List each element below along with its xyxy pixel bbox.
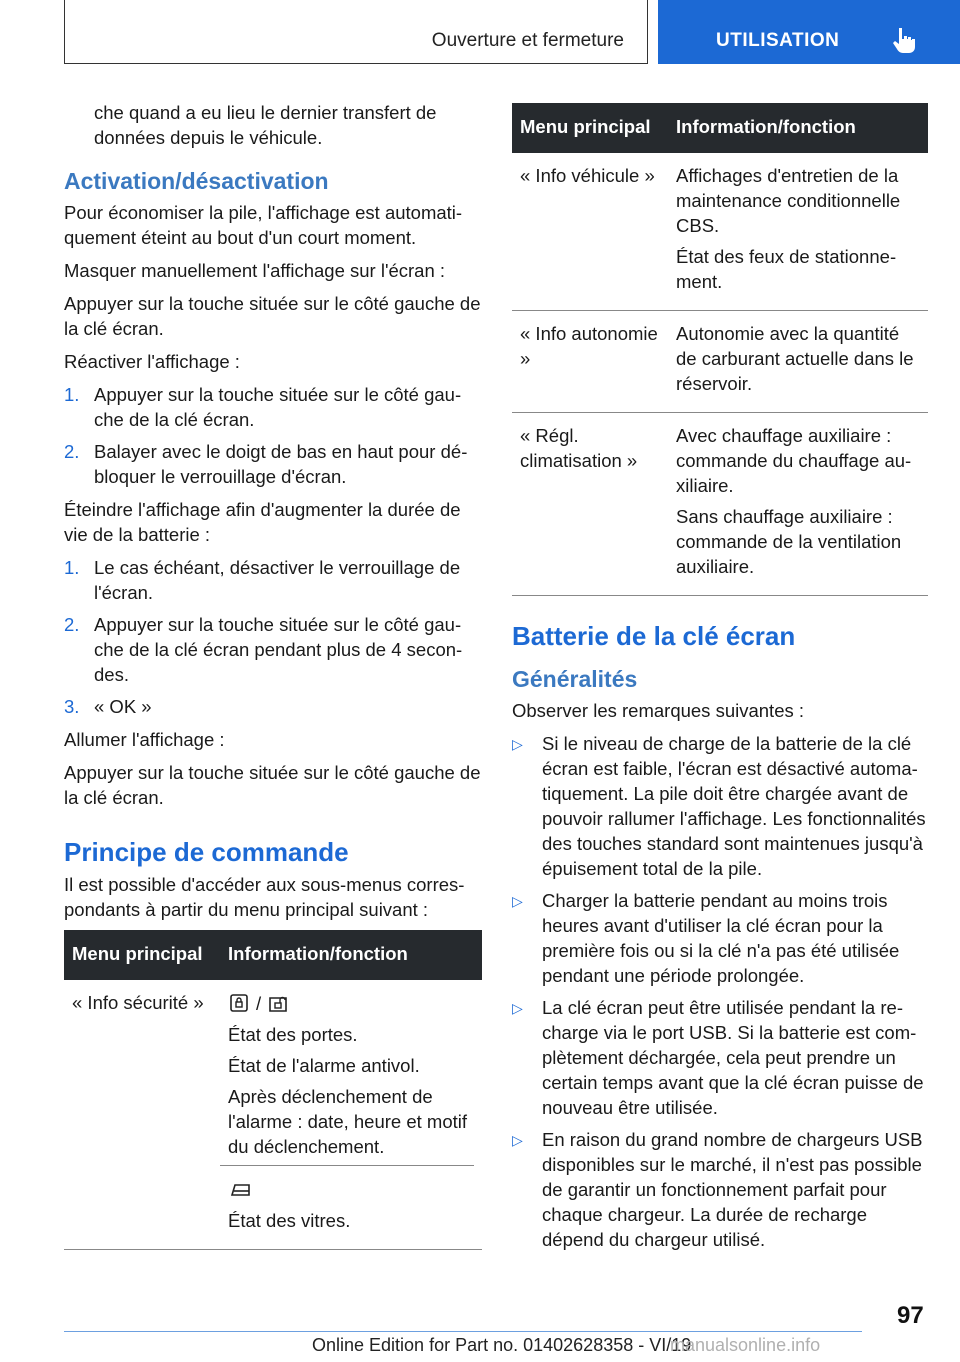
table-cell-menu: « Info véhicule »	[512, 153, 668, 311]
generalites-heading: Généralités	[512, 666, 638, 692]
list-item: 1. Appuyer sur la touche située sur le côté gauche de la clé écran.	[64, 384, 462, 430]
batterie-intro: Observer les remarques suivantes :	[512, 700, 805, 721]
list-item: 1. Le cas échéant, désactiver le verrouillage de l'écran.	[64, 557, 461, 603]
menu-table-left	[64, 930, 482, 1250]
activation-p2: Masquer manuellement l'affichage sur l'écran :	[64, 260, 446, 281]
info-line: État des vitres.	[228, 1210, 351, 1231]
door-closed-icon	[228, 992, 250, 1014]
activation-p4: Réactiver l'affichage :	[64, 351, 240, 372]
menu-table-right	[512, 103, 928, 596]
icon-separator: /	[256, 992, 262, 1014]
table-row	[64, 980, 482, 1250]
right-column	[512, 103, 928, 1259]
window-icon	[228, 1178, 254, 1200]
list-item: 3. « OK »	[64, 696, 152, 717]
chapter-tab-label: UTILISATION	[716, 30, 840, 51]
triangle-bullet-icon: ▷	[512, 1132, 523, 1148]
batterie-notes	[512, 731, 928, 1252]
info-line: État des portes.	[228, 1024, 358, 1045]
principe-p1: Il est possible d'accéder aux sous-menus correspondants à partir du menu principal suivant :	[64, 874, 465, 920]
table-header-info: Information/fonction	[220, 930, 482, 980]
table-header-menu: Menu principal	[64, 930, 220, 980]
watermark-text: manualsonline.info	[670, 1335, 821, 1355]
triangle-bullet-icon: ▷	[512, 893, 523, 909]
pointing-hand-icon	[890, 26, 918, 54]
table-header-info: Information/fonction	[668, 103, 928, 153]
chapter-tab[interactable]	[658, 0, 960, 64]
info-line: Autonomie avec la quantité de carburant actuelle dans le réservoir.	[676, 323, 914, 394]
principe-heading: Principe de commande	[64, 837, 349, 867]
table-cell-menu: « Info sécurité »	[64, 980, 220, 1250]
footer-divider	[64, 1331, 862, 1332]
list-item: ▷ En raison du grand nombre de chargeurs USB disponibles sur le marché, il n'est pas possible de garantir un fonctionnement parfait pour chaque chargeur. La durée de recharge dépend du chargeur utilisé.	[512, 1129, 923, 1250]
switch-off-steps	[64, 555, 482, 719]
info-line: État des feux de stationnement.	[676, 246, 897, 292]
info-line: État de l'alarme antivol.	[228, 1055, 420, 1076]
intro-text: che quand a eu lieu le dernier transfert de données depuis le véhicule.	[94, 102, 437, 148]
list-item: 2. Appuyer sur la touche située sur le côté gauche de la clé écran pendant plus de 4 secondes.	[64, 614, 463, 685]
left-column	[64, 100, 482, 1250]
list-item: 2. Balayer avec le doigt de bas en haut pour débloquer le verrouillage d'écran.	[64, 441, 468, 487]
list-item: ▷ Charger la batterie pendant au moins trois heures avant d'utiliser la clé écran pour la première fois ou si la clé n'a pas été utilisée pendant une période prolongée.	[512, 890, 900, 986]
table-row	[512, 413, 928, 596]
activation-p3: Appuyer sur la touche située sur le côté gauche de la clé écran.	[64, 293, 481, 339]
table-row	[512, 311, 928, 413]
triangle-bullet-icon: ▷	[512, 1000, 523, 1016]
activation-heading: Activation/désactivation	[64, 168, 329, 194]
activation-p6: Allumer l'affichage :	[64, 729, 225, 750]
batterie-heading: Batterie de la clé écran	[512, 621, 796, 651]
info-line: Sans chauffage auxiliaire : commande de la ventilation auxiliaire.	[676, 506, 902, 577]
reactivate-steps	[64, 382, 482, 489]
section-title: Ouverture et fermeture	[431, 30, 624, 51]
list-item: ▷ La clé écran peut être utilisée pendant la recharge via le port USB. Si la batterie est complètement déchargée, cela peut prendre un certain temps avant que la clé écran puisse de nouveau être utilisée.	[512, 997, 924, 1118]
door-open-icon	[267, 992, 293, 1014]
table-header-menu: Menu principal	[512, 103, 668, 153]
info-line: Affichages d'entretien de la maintenance conditionnelle CBS.	[676, 165, 901, 236]
table-cell-menu: « Info autonomie »	[512, 311, 668, 413]
activation-p7: Appuyer sur la touche située sur le côté gauche de la clé écran.	[64, 762, 481, 808]
edition-text: Online Edition for Part no. 01402628358 - VI/19	[312, 1335, 692, 1355]
info-line: Avec chauffage auxiliaire : commande du chauffage auxiliaire.	[676, 425, 912, 496]
activation-p1: Pour économiser la pile, l'affichage est automatiquement éteint au bout d'un court moment.	[64, 202, 463, 248]
page-number: 97	[897, 1302, 924, 1329]
table-row	[512, 153, 928, 311]
info-line: Après déclenchement de l'alarme : date, heure et motif du déclenchement.	[228, 1086, 468, 1157]
list-item: ▷ Si le niveau de charge de la batterie de la clé écran est faible, l'écran est désactivé automatiquement. La pile doit être chargée avant de pouvoir rallumer l'affichage. Les fonctionnalités des touches standard sont maintenues jusqu'à épuisement total de la pile.	[512, 733, 926, 879]
table-cell-menu: « Régl. climatisation »	[512, 413, 668, 596]
triangle-bullet-icon: ▷	[512, 736, 523, 752]
activation-p5: Éteindre l'affichage afin d'augmenter la durée de vie de la batterie :	[64, 499, 461, 545]
